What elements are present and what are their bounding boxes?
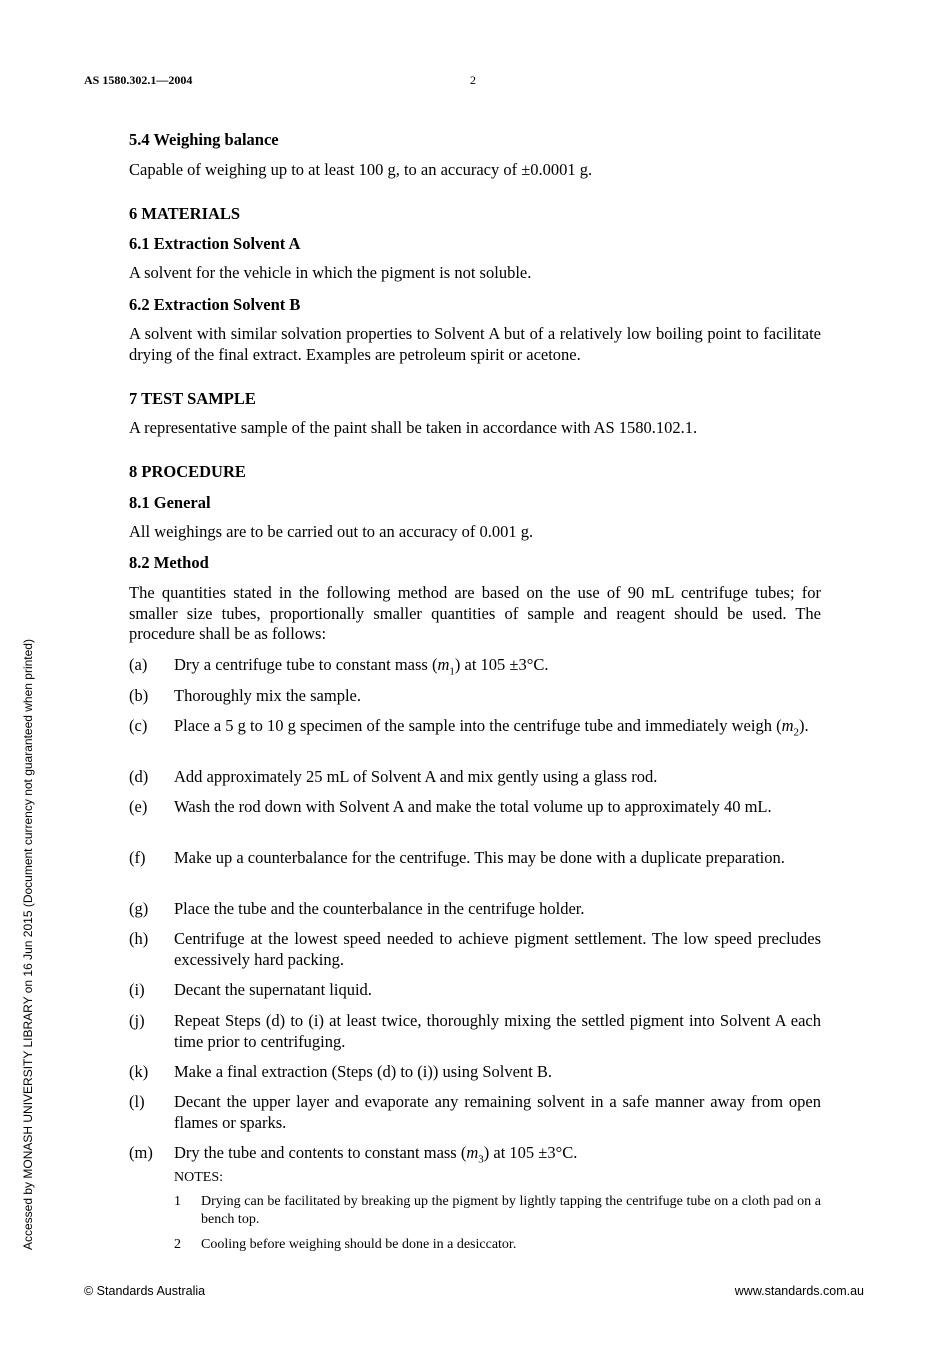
note-text: Drying can be facilitated by breaking up the pigment by lightly tapping the centrifuge tube on a cloth pad on a bench top. bbox=[201, 1194, 821, 1227]
footer-copyright: © Standards Australia bbox=[84, 1284, 206, 1298]
step-text: Repeat Steps (d) to (i) at least twice, thoroughly mixing the settled pigment into Solvent A each time prior to centrifuging. bbox=[174, 1011, 821, 1051]
page-number: 2 bbox=[470, 73, 476, 87]
step-label: (b) bbox=[129, 686, 149, 705]
standard-id: AS 1580.302.1—2004 bbox=[84, 73, 193, 87]
heading-8-2: 8.2 Method bbox=[129, 553, 209, 572]
heading-7: 7 TEST SAMPLE bbox=[129, 389, 256, 408]
paragraph-5-4: Capable of weighing up to at least 100 g, to an accuracy of ±0.0001 g. bbox=[129, 160, 593, 179]
step-label: (k) bbox=[129, 1062, 149, 1081]
step-label: (g) bbox=[129, 899, 149, 918]
heading-6-2: 6.2 Extraction Solvent B bbox=[129, 295, 301, 314]
notes-title: NOTES: bbox=[174, 1170, 223, 1185]
step-text: Decant the upper layer and evaporate any remaining solvent in a safe manner away from open flames or sparks. bbox=[174, 1092, 821, 1132]
paragraph-8-2: The quantities stated in the following method are based on the use of 90 mL centrifuge tubes; for smaller size tubes, proportionally smaller quantities of sample and reagent should be used. The procedure shall be as follows: bbox=[129, 583, 821, 643]
step-text: Place the tube and the counterbalance in the centrifuge holder. bbox=[174, 899, 585, 918]
step-text: Make a final extraction (Steps (d) to (i)) using Solvent B. bbox=[174, 1062, 553, 1081]
step-label: (c) bbox=[129, 716, 148, 735]
step-text: Centrifuge at the lowest speed needed to achieve pigment settlement. The low speed precludes excessively hard packing. bbox=[174, 929, 821, 969]
heading-6-1: 6.1 Extraction Solvent A bbox=[129, 234, 301, 253]
heading-6: 6 MATERIALS bbox=[129, 204, 241, 223]
step-text: Make up a counterbalance for the centrifuge. This may be done with a duplicate preparation. bbox=[174, 848, 785, 867]
step-label: (j) bbox=[129, 1011, 145, 1030]
heading-8: 8 PROCEDURE bbox=[129, 462, 246, 481]
step-text: Dry a centrifuge tube to constant mass $(m_1)$ at 105 ±3°C. bbox=[174, 655, 549, 678]
step-label: (f) bbox=[129, 848, 146, 867]
access-watermark: Accessed by MONASH UNIVERSITY LIBRARY on 16 Jun 2015 (Document currency not guaranteed when printed) bbox=[21, 639, 35, 1250]
step-label: (l) bbox=[129, 1092, 145, 1111]
note-text: Cooling before weighing should be done in a desiccator. bbox=[201, 1237, 517, 1252]
step-text: Decant the supernatant liquid. bbox=[174, 980, 372, 999]
step-text: Dry the tube and contents to constant mass $(m_3)$ at 105 ±3°C. bbox=[174, 1143, 578, 1166]
paragraph-8-1: All weighings are to be carried out to an accuracy of 0.001 g. bbox=[129, 522, 534, 541]
step-label: (e) bbox=[129, 797, 148, 816]
step-text: Wash the rod down with Solvent A and make the total volume up to approximately 40 mL. bbox=[174, 797, 772, 816]
step-label: (d) bbox=[129, 767, 149, 786]
note-label: 2 bbox=[174, 1237, 181, 1252]
step-label: (h) bbox=[129, 929, 149, 948]
paragraph-6-1: A solvent for the vehicle in which the pigment is not soluble. bbox=[129, 263, 532, 282]
step-label: (m) bbox=[129, 1143, 153, 1162]
paragraph-6-2: A solvent with similar solvation properties to Solvent A but of a relatively low boiling point to facilitate drying of the final extract. Examples are petroleum spirit or acetone. bbox=[129, 324, 821, 364]
step-text: Add approximately 25 mL of Solvent A and mix gently using a glass rod. bbox=[174, 767, 658, 786]
step-text: Thoroughly mix the sample. bbox=[174, 686, 361, 705]
step-label: (a) bbox=[129, 655, 148, 674]
paragraph-7: A representative sample of the paint shall be taken in accordance with AS 1580.102.1. bbox=[129, 418, 698, 437]
step-text: Place a 5 g to 10 g specimen of the sample into the centrifuge tube and immediately weigh $(m_2)$. bbox=[174, 716, 809, 739]
heading-8-1: 8.1 General bbox=[129, 493, 211, 512]
heading-5-4: 5.4 Weighing balance bbox=[129, 130, 279, 149]
note-label: 1 bbox=[174, 1194, 181, 1209]
step-label: (i) bbox=[129, 980, 145, 999]
footer-website-link[interactable]: www.standards.com.au bbox=[734, 1284, 864, 1298]
